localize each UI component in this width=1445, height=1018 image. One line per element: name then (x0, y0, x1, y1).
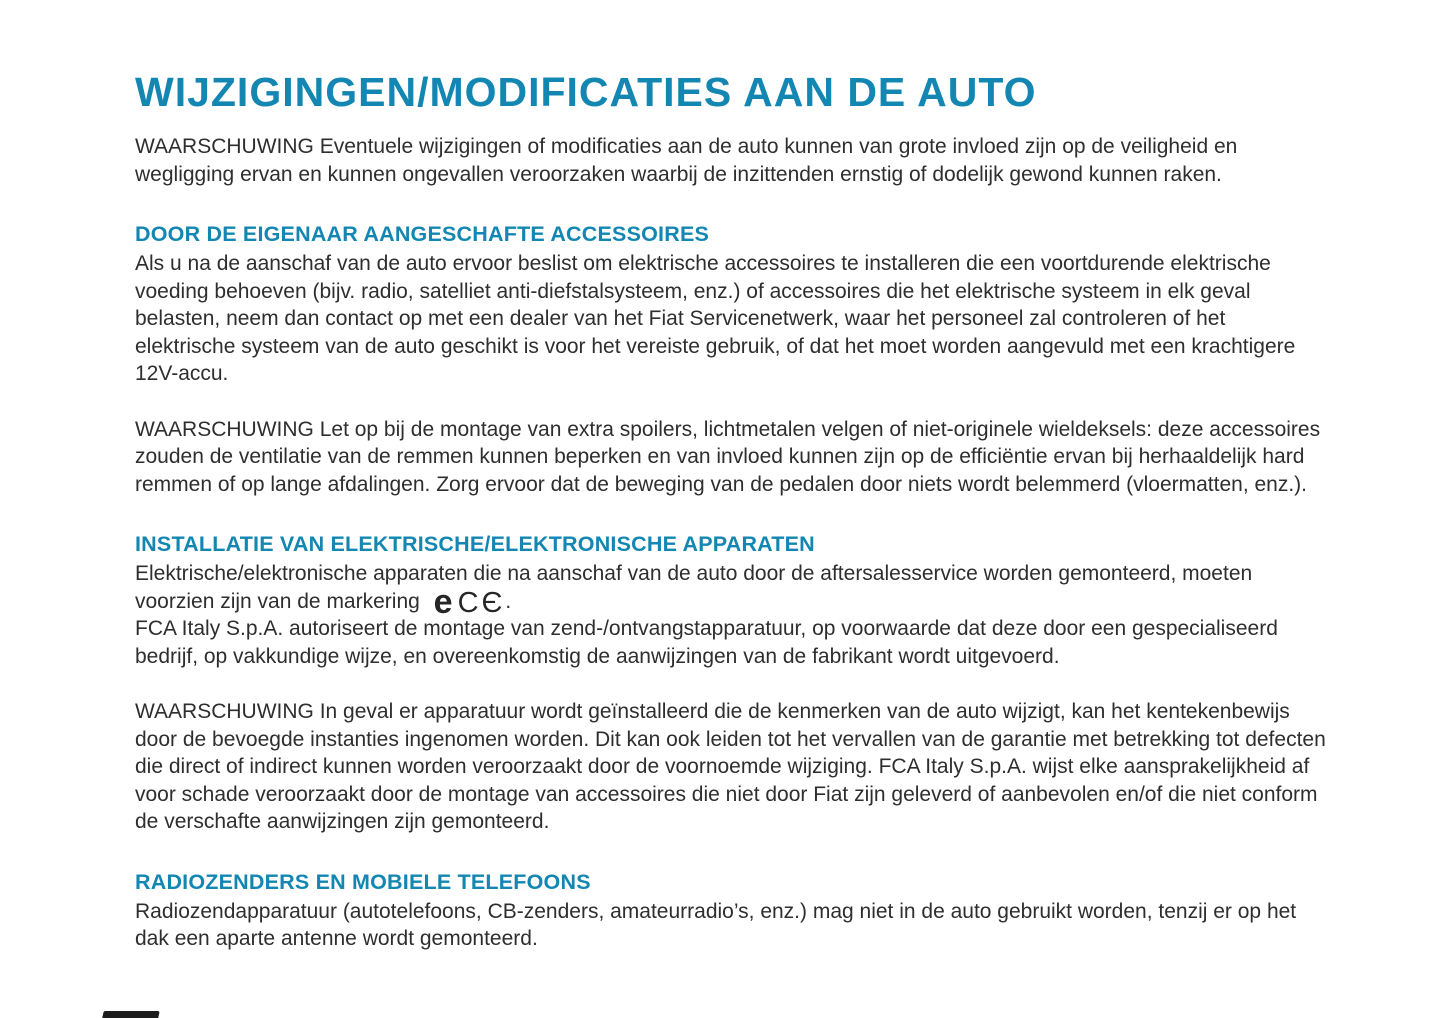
section-heading-radio-transmitters: RADIOZENDERS EN MOBIELE TELEFOONS (135, 869, 591, 894)
section-heading-electric-devices: INSTALLATIE VAN ELEKTRISCHE/ELEKTRONISCHE APPARATEN (135, 532, 815, 557)
section-owner-accessories (135, 222, 1327, 498)
warning-paragraph: WAARSCHUWING Let op bij de montage van extra spoilers, lichtmetalen velgen of niet-originele wieldeksels: deze accessoires zouden de ventilatie van de remmen kunnen beperken en van invloed kunnen zijn op de efficiëntie ervan bij herhaaldelijk hard remmen of op lange afdalingen. Zorg ervoor dat de beweging van de pedalen door niets wordt belemmerd (vloermatten, enz.). (135, 417, 1321, 496)
paragraph: FCA Italy S.p.A. autoriseert de montage van zend-/ontvangstapparatuur, op voorwaarde dat deze door een gespecialiseerd bedrijf, op vakkundige wijze, en overeenkomstig de aanwijzingen van de fabrikant wordt uitgevoerd. (135, 617, 1278, 668)
page-content (135, 70, 1327, 953)
paragraph: Radiozendapparatuur (autotelefoons, CB-zenders, amateurradio’s, enz.) mag niet in de auto gebruikt worden, tenzij er op het dak een aparte antenne wordt gemonteerd. (135, 899, 1297, 951)
e-homologation-mark-icon: e (433, 582, 453, 621)
marking-paragraph (135, 560, 1327, 621)
section-heading-owner-accessories: DOOR DE EIGENAAR AANGESCHAFTE ACCESSOIRES (135, 222, 710, 247)
page-title: WIJZIGINGEN/MODIFICATIES AAN DE AUTO (135, 69, 1037, 115)
marking-text-after: . (505, 589, 512, 613)
warning-paragraph: WAARSCHUWING In geval er apparatuur wordt geïnstalleerd die de kenmerken van de auto wijzigt, kan het kentekenbewijs door de bevoegde instanties ingenomen worden. Dit kan ook leiden tot het vervallen van de garantie met betrekking tot defecten die direct of indirect kunnen worden veroorzaakt door de voornoemde wijziging. FCA Italy S.p.A. wijst elke aansprakelijkheid af voor schade veroorzaakt door de montage van accessoires die niet door Fiat zijn geleverd of aanbevolen en/of die niet conform de verschafte aanwijzingen zijn gemonteerd. (135, 700, 1326, 834)
section-electric-devices (135, 532, 1327, 836)
intro-warning-paragraph: WAARSCHUWING Eventuele wijzigingen of modificaties aan de auto kunnen van grote invloed zijn op de veiligheid en wegligging ervan en kunnen ongevallen veroorzaken waarbij de inzittenden ernstig of dodelijk gewond kunnen raken. (135, 135, 1238, 186)
paragraph: Als u na de aanschaf van de auto ervoor beslist om elektrische accessoires te installeren die een voortdurende elektrische voeding behoeven (bijv. radio, satelliet anti-diefstalsysteem, enz.) of accessoires die het elektrische systeem in elk geval belasten, neem dan contact op met een dealer van het Fiat Servicenetwerk, waar het personeel zal controleren of het elektrische systeem van de auto geschikt is voor het vereiste gebruik, of dat het moet worden aangevuld met een krachtigere 12V-accu. (135, 252, 1296, 386)
marking-text-before: Elektrische/elektronische apparaten die na aanschaf van de auto door de aftersalesservice worden gemonteerd, moeten voorzien zijn van de markering (135, 562, 1253, 613)
page-corner-artifact (102, 1011, 159, 1018)
ce-mark-icon: CЄ (457, 586, 506, 619)
section-radio-transmitters (135, 870, 1327, 953)
